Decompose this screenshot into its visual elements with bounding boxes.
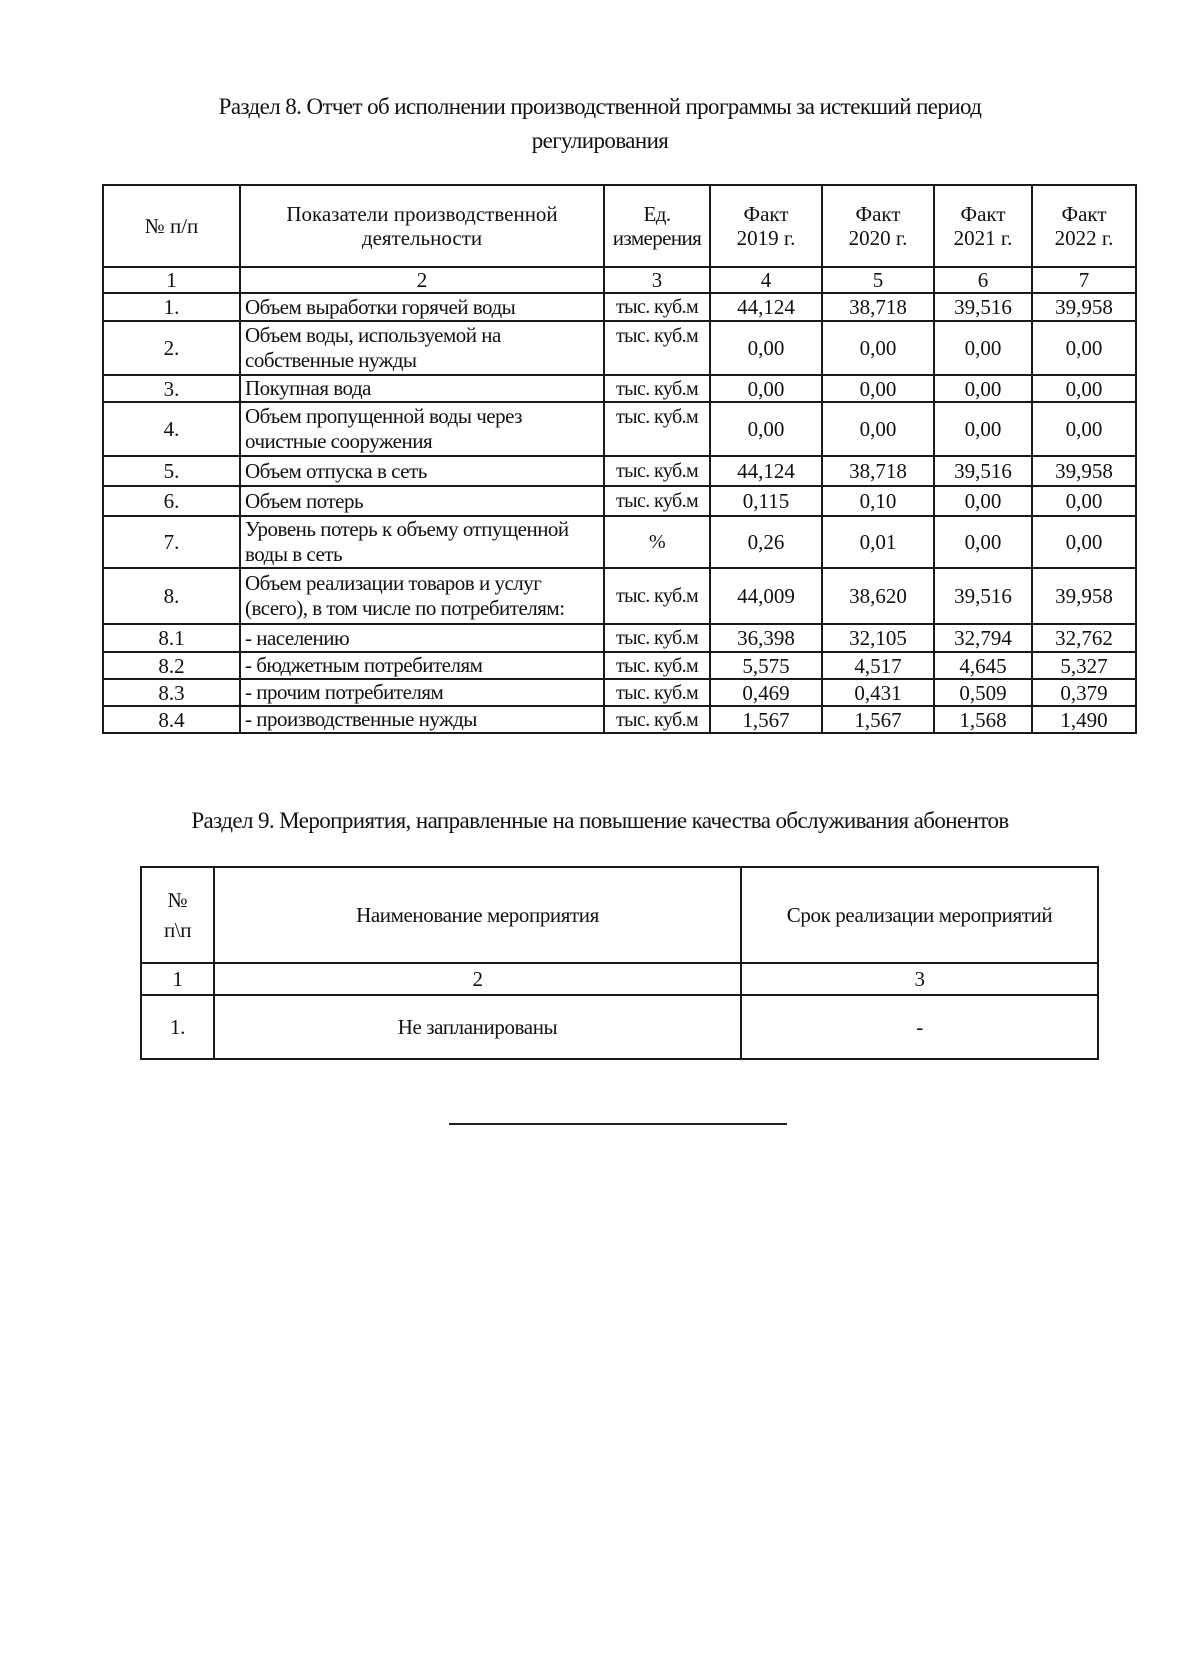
column-number-row [103,267,1136,293]
row-value-2022: 0,379 [1032,679,1136,706]
row-value-2019: 0,00 [710,375,822,402]
header-no-line-1: № [167,888,188,912]
row-indicator: Объем потерь [240,486,604,516]
row-no: 7. [103,516,240,568]
row-value-2019: 36,398 [710,624,822,652]
row-value-2019: 0,00 [710,321,822,375]
row-value-2021: 0,00 [934,321,1032,375]
row-value-2019: 1,567 [710,706,822,733]
row-unit: тыс. куб.м [604,486,710,516]
row-value-2020: 0,431 [822,679,934,706]
row-unit: тыс. куб.м [604,652,710,679]
column-number: 6 [934,267,1032,293]
header-2020 [822,185,934,267]
production-program-table [102,184,1137,734]
row-value-2021: 0,00 [934,516,1032,568]
column-number: 7 [1032,267,1136,293]
table-row [103,486,1136,516]
row-indicator: Уровень потерь к объему отпущенной воды в сеть [240,516,604,568]
header-indicator [240,185,604,267]
section-8-title [0,90,1200,158]
table-row [103,375,1136,402]
row-no: 8.4 [103,706,240,733]
table-row [103,706,1136,733]
column-number: 3 [741,963,1098,995]
column-number: 2 [240,267,604,293]
row-unit: тыс. куб.м [604,456,710,486]
row-indicator: - бюджетным потребителям [240,652,604,679]
row-value-2020: 32,105 [822,624,934,652]
row-indicator: Объем выработки горячей воды [240,293,604,321]
row-no: 8.3 [103,679,240,706]
header-2022-line-1: Факт [1061,202,1107,226]
header-unit [604,185,710,267]
row-value-2019: 44,009 [710,568,822,624]
row-value-2019: 0,115 [710,486,822,516]
column-number: 2 [214,963,741,995]
row-no: 3. [103,375,240,402]
row-indicator: - прочим потребителям [240,679,604,706]
row-unit: тыс. куб.м [604,706,710,733]
row-value-2019: 0,469 [710,679,822,706]
row-no: 8. [103,568,240,624]
row-value-2020: 0,00 [822,402,934,456]
row-indicator: Покупная вода [240,375,604,402]
row-value-2021: 39,516 [934,293,1032,321]
row-indicator: Объем пропущенной воды через очистные сооружения [240,402,604,456]
row-no: 8.1 [103,624,240,652]
header-2019 [710,185,822,267]
row-unit: тыс. куб.м [604,375,710,402]
row-value-2021: 32,794 [934,624,1032,652]
section-8-title-line-1: Раздел 8. Отчет об исполнении производственной программы за истекший период [218,94,982,119]
header-2020-line-1: Факт [855,202,901,226]
table-row [103,652,1136,679]
row-unit: тыс. куб.м [604,321,710,375]
row-value-2019: 0,26 [710,516,822,568]
row-no: 8.2 [103,652,240,679]
row-value-2021: 4,645 [934,652,1032,679]
table-row [103,321,1136,375]
row-indicator: Объем реализации товаров и услуг (всего), в том числе по потребителям: [240,568,604,624]
column-number: 1 [103,267,240,293]
row-no: 1. [103,293,240,321]
table-row [103,568,1136,624]
row-value-2021: 1,568 [934,706,1032,733]
row-value-2022: 0,00 [1032,516,1136,568]
header-2019-line-1: Факт [743,202,789,226]
row-value-2022: 0,00 [1032,375,1136,402]
table-row [103,293,1136,321]
row-indicator: - населению [240,624,604,652]
table-row [103,679,1136,706]
column-number: 5 [822,267,934,293]
row-indicator: Объем отпуска в сеть [240,456,604,486]
row-value-2019: 44,124 [710,456,822,486]
row-value-2022: 39,958 [1032,293,1136,321]
row-value-2021: 0,509 [934,679,1032,706]
row-value-2022: 0,00 [1032,486,1136,516]
row-measure-name: Не запланированы [214,995,741,1059]
row-no: 1. [141,995,214,1059]
table-row [141,995,1098,1059]
header-2021-line-2: 2021 г. [953,226,1013,250]
row-value-2021: 0,00 [934,486,1032,516]
row-value-2020: 1,567 [822,706,934,733]
row-value-2022: 39,958 [1032,568,1136,624]
row-unit: тыс. куб.м [604,568,710,624]
header-unit-line-2: измерения [612,226,702,250]
row-value-2022: 0,00 [1032,321,1136,375]
header-implementation-term: Срок реализации мероприятий [741,867,1098,963]
row-no: 4. [103,402,240,456]
header-2021 [934,185,1032,267]
section-8-title-line-2: регулирования [531,128,669,153]
row-value-2022: 1,490 [1032,706,1136,733]
row-value-2020: 0,00 [822,321,934,375]
header-2020-line-2: 2020 г. [848,226,908,250]
header-no: № п/п [103,185,240,267]
column-number: 3 [604,267,710,293]
row-value-2021: 39,516 [934,568,1032,624]
row-value-2022: 5,327 [1032,652,1136,679]
row-no: 5. [103,456,240,486]
row-no: 2. [103,321,240,375]
row-value-2020: 38,620 [822,568,934,624]
column-number: 1 [141,963,214,995]
row-value-2022: 32,762 [1032,624,1136,652]
row-indicator: Объем воды, используемой на собственные нужды [240,321,604,375]
header-2022 [1032,185,1136,267]
row-value-2020: 38,718 [822,456,934,486]
closing-divider-line [449,1123,787,1125]
header-indicator-line-1: Показатели производственной [286,202,558,226]
row-unit: тыс. куб.м [604,624,710,652]
row-value-2020: 4,517 [822,652,934,679]
row-unit: тыс. куб.м [604,679,710,706]
table-row [103,516,1136,568]
row-no: 6. [103,486,240,516]
header-2021-line-1: Факт [960,202,1006,226]
row-unit: тыс. куб.м [604,402,710,456]
header-unit-line-1: Ед. [643,202,671,226]
header-no [141,867,214,963]
row-value-2019: 0,00 [710,402,822,456]
table-header-row [103,185,1136,267]
row-value-2021: 0,00 [934,402,1032,456]
service-quality-measures-table [140,866,1099,1060]
row-value-2020: 0,01 [822,516,934,568]
column-number-row [141,963,1098,995]
header-measure-name: Наименование мероприятия [214,867,741,963]
row-value-2021: 0,00 [934,375,1032,402]
row-indicator: - производственные нужды [240,706,604,733]
row-implementation-term: - [741,995,1098,1059]
row-value-2020: 0,00 [822,375,934,402]
table-header-row [141,867,1098,963]
header-2019-line-2: 2019 г. [736,226,796,250]
row-value-2019: 5,575 [710,652,822,679]
column-number: 4 [710,267,822,293]
row-unit: тыс. куб.м [604,293,710,321]
table-row [103,456,1136,486]
row-value-2021: 39,516 [934,456,1032,486]
row-unit: % [604,516,710,568]
table-row [103,624,1136,652]
section-9-title: Раздел 9. Мероприятия, направленные на повышение качества обслуживания абонентов [191,808,1009,833]
header-indicator-line-2: деятельности [361,226,483,250]
header-no-line-2: п\п [163,918,192,942]
header-2022-line-2: 2022 г. [1054,226,1114,250]
row-value-2020: 0,10 [822,486,934,516]
row-value-2022: 0,00 [1032,402,1136,456]
row-value-2022: 39,958 [1032,456,1136,486]
table-row [103,402,1136,456]
row-value-2020: 38,718 [822,293,934,321]
row-value-2019: 44,124 [710,293,822,321]
